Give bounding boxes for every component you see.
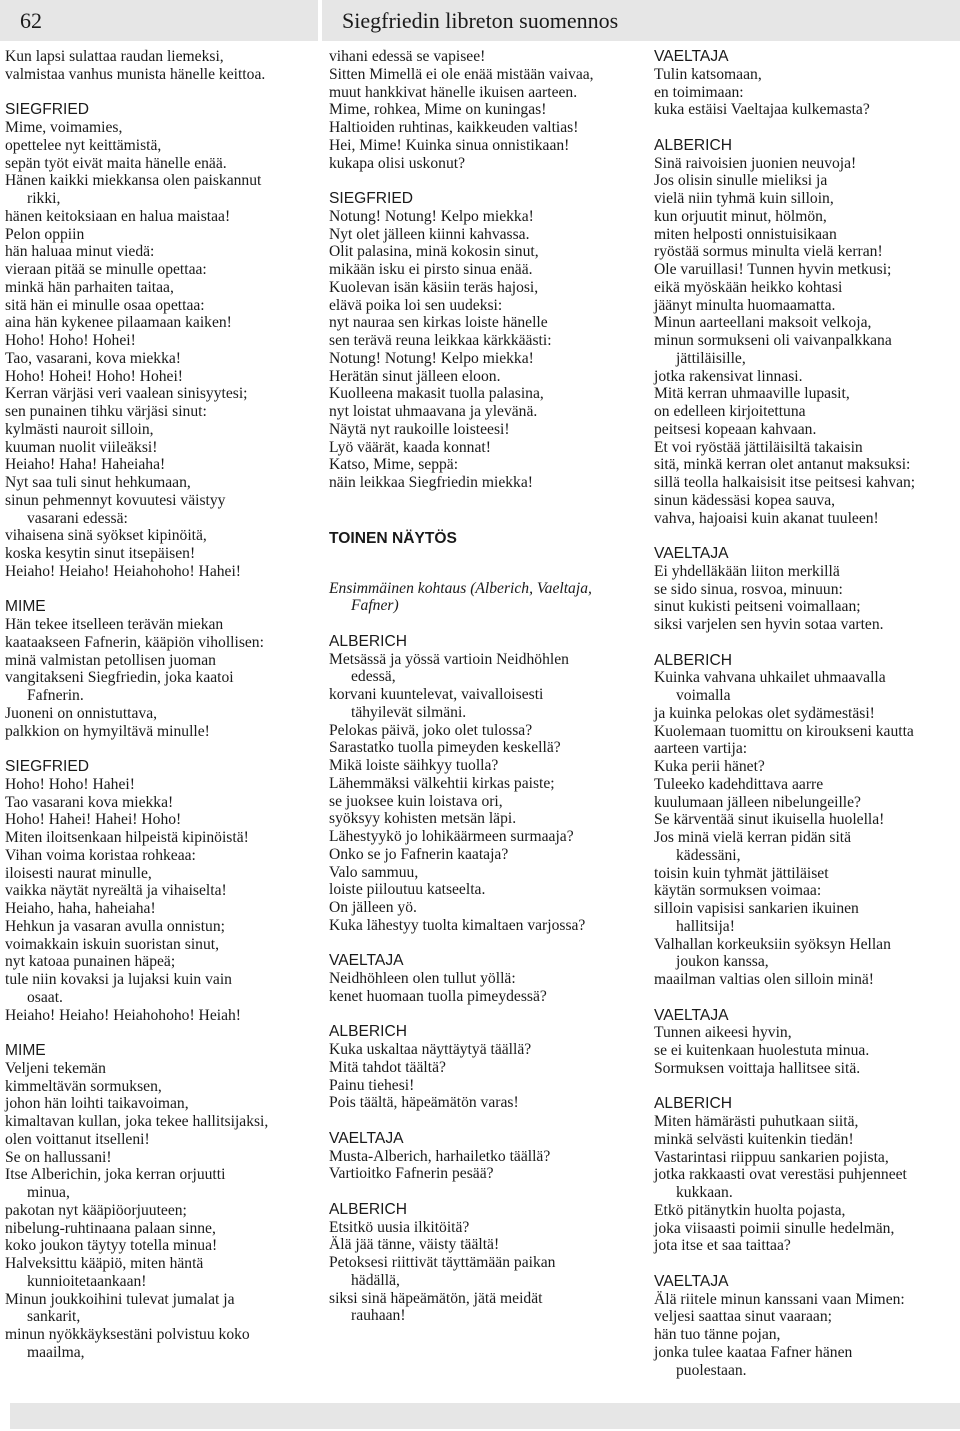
verse-line: siksi sinä häpeämätön, jätä meidät	[329, 1289, 543, 1307]
verse-line: aina hän kykenee pilaamaan kaiken!	[5, 314, 232, 332]
verse-line: aarteen vartija:	[654, 740, 748, 758]
verse-line: minkä selvästi kuitenkin tiedän!	[654, 1130, 854, 1148]
speaker-name: VAELTAJA	[654, 1006, 729, 1024]
verse-line: minun sormukseni oli vaivanpalkkana	[654, 332, 892, 349]
verse-line: vaikka näytät nyreältä ja vihaiselta!	[5, 882, 227, 900]
verse-line: Mime, rohkea, Mime on kuningas!	[329, 101, 547, 119]
text-column-right	[654, 48, 958, 1379]
verse-line: Ole varuillasi! Tunnen hyvin metkusi;	[654, 261, 892, 278]
verse-line: Näytä nyt raukoille loisteesi!	[329, 420, 510, 438]
verse-line: jättiläisille,	[676, 349, 746, 367]
verse-line: hädällä,	[351, 1271, 400, 1289]
verse-line: tähyilevät silmäni.	[351, 703, 467, 721]
verse-line: hallitsija!	[676, 917, 735, 935]
verse-line: Se on hallussani!	[5, 1148, 112, 1166]
verse-line: Hoho! Hohei! Hoho! Hohei!	[5, 367, 183, 385]
verse-line: vihaisena sinä syökset kipinöitä,	[5, 527, 207, 545]
verse-line: nyt nauraa sen kirkas loiste hänelle	[329, 314, 548, 332]
verse-line: rikki,	[27, 190, 61, 207]
verse-line: Haltioiden ruhtinas, kaikkeuden valtias!	[329, 119, 579, 136]
verse-line: Mitä kerran uhmaaville lupasit,	[654, 385, 850, 403]
verse-line: Hehkun ja vasaran avulla onnistun;	[5, 917, 225, 935]
page-number: 62	[20, 8, 42, 33]
verse-line: On jälleen yö.	[329, 899, 417, 916]
verse-line: Mikä loiste säihkyy tuolla?	[329, 757, 499, 774]
verse-line: vihani edessä se vapisee!	[329, 48, 486, 65]
verse-line: joukon kanssa,	[676, 953, 769, 971]
verse-line: Älä jää tänne, väisty täältä!	[329, 1236, 500, 1254]
verse-line: Itse Alberichin, joka kerran orjuutti	[5, 1166, 226, 1184]
verse-line: Vastarintasi riippuu sankarien pojista,	[654, 1148, 889, 1166]
verse-line: Sarastatko tuolla pimeyden keskellä?	[329, 739, 561, 757]
verse-line: Etkö pitänytkin huolta pojasta,	[654, 1201, 846, 1219]
verse-line: Painu tiehesi!	[329, 1076, 415, 1094]
verse-line: Hoho! Hoho! Hohei!	[5, 332, 136, 349]
verse-line: sillä teolla halkaisisit itse peitsesi kahvan;	[654, 474, 916, 491]
verse-line: Sinä raivoisien juonien neuvoja!	[654, 154, 857, 172]
verse-line: jota itse et saa taittaa?	[654, 1237, 791, 1255]
verse-line: Kun lapsi sulattaa raudan liemeksi,	[5, 48, 224, 65]
verse-line: kylmästi nauroit silloin,	[5, 420, 154, 438]
verse-line: Tulin katsomaan,	[654, 65, 762, 83]
verse-line: Hoho! Hahei! Hahei! Hoho!	[5, 811, 182, 829]
verse-line: Kuka perii hänet?	[654, 758, 765, 775]
verse-line: näin leikkaa Siegfriedin miekka!	[329, 474, 533, 491]
verse-line: Hei, Mime! Kuinka sinua onnistikaan!	[329, 136, 570, 154]
verse-line: kädessäni,	[676, 846, 741, 864]
verse-line: edessä,	[351, 668, 396, 686]
verse-line: Nyt olet jälleen kiinni kahvassa.	[329, 225, 530, 243]
verse-line: mikään isku ei pirsto sinua enää.	[329, 261, 533, 278]
verse-line: sinut kukisti peitseni voimallaan;	[654, 598, 861, 616]
verse-line: sepän työt eivät maita hänelle enää.	[5, 154, 227, 172]
speaker-name: VAELTAJA	[329, 1129, 404, 1147]
verse-line: kunnioitetaankaan!	[27, 1272, 147, 1290]
verse-line: maailma,	[27, 1343, 85, 1361]
verse-line: Se kärventää sinut ikuisella huolella!	[654, 811, 885, 829]
verse-line: koska kesytin sinut itsepäisen!	[5, 545, 196, 562]
verse-line: jotka rakkaasti ovat verestäsi puhjenneet	[654, 1166, 907, 1184]
verse-line: Et voi ryöstää jättiläisiltä takaisin	[654, 438, 863, 456]
verse-line: palkkion on hymyiltävä minulle!	[5, 722, 210, 740]
verse-line: Jos olisin sinulle mieliksi ja	[654, 172, 828, 190]
running-title-box	[322, 0, 960, 41]
verse-line: siksi varjelen sen hyvin sotaa varten.	[654, 616, 884, 633]
verse-line: Metsässä ja yössä vartioin Neidhöhlen	[329, 650, 569, 668]
verse-line: sitä hän ei minulle osaa opettaa:	[5, 296, 205, 314]
verse-line: kun orjuutit minut, hölmön,	[654, 207, 827, 225]
speaker-name: MIME	[5, 1042, 46, 1059]
verse-line: Notung! Notung! Kelpo miekka!	[329, 207, 534, 225]
verse-line: Juoneni on onnistuttava,	[5, 704, 158, 722]
verse-line: olen voittanut itselleni!	[5, 1130, 150, 1148]
verse-line: Kuolemaan tuomittu on kiroukseni kautta	[654, 722, 914, 740]
verse-line: Lähemmäksi välkehtii kirkas paiste;	[329, 774, 555, 792]
verse-line: se ei kuitenkaan huolestuta minua.	[654, 1042, 870, 1059]
verse-line: Kuka uskaltaa näyttäytyä täällä?	[329, 1041, 532, 1058]
verse-line: Pelokas päivä, joko olet tulossa?	[329, 721, 533, 739]
verse-line: silloin vapisisi sankarien ikuinen	[654, 900, 859, 917]
verse-line: Kerran värjäsi veri vaalean sinisyytesi;	[5, 385, 248, 403]
verse-line: Valo sammuu,	[329, 863, 419, 881]
speaker-name: VAELTAJA	[654, 1272, 729, 1290]
verse-line: Notung! Notung! Kelpo miekka!	[329, 349, 534, 367]
verse-line: kuka estäisi Vaeltajaa kulkemasta?	[654, 101, 870, 119]
speaker-name: VAELTAJA	[654, 545, 729, 562]
verse-line: sen terävä reuna leikkaa kärkkäästi:	[329, 332, 552, 349]
act-heading: TOINEN NÄYTÖS	[329, 529, 457, 547]
verse-line: Heiaho! Heiaho! Heiahohoho! Hahei!	[5, 562, 241, 580]
verse-line: hän tuo tänne pojan,	[654, 1326, 781, 1343]
verse-line: Heiaho! Heiaho! Heiahohoho! Heiah!	[5, 1006, 241, 1024]
verse-line: Kuinka vahvana uhkailet uhmaavalla	[654, 669, 886, 687]
verse-line: kukapa olisi uskonut?	[329, 154, 465, 172]
verse-line: Minun joukkoihini tulevat jumalat ja	[5, 1290, 235, 1308]
scene-heading: Fafner)	[351, 597, 399, 615]
verse-line: Tao, vasarani, kova miekka!	[5, 349, 182, 367]
verse-line: se sido sinua, rosvoa, minuun:	[654, 580, 843, 598]
verse-line: miten helposti onnistuisikaan	[654, 225, 837, 243]
speaker-name: ALBERICH	[654, 1095, 732, 1113]
verse-line: käytän sormuksen voimaa:	[654, 882, 822, 900]
verse-line: toisin kuin tyhmät jättiläiset	[654, 864, 829, 882]
verse-line: Vihan voima koristaa rohkeaa:	[5, 846, 196, 864]
verse-line: kimmeltävän sormuksen,	[5, 1077, 162, 1095]
verse-line: koko joukon täytyy totella minua!	[5, 1237, 218, 1255]
verse-line: Hän tekee itselleen terävän miekan	[5, 616, 224, 633]
verse-line: Lyö väärät, kaada konnat!	[329, 438, 491, 456]
verse-line: Hänen kaikki miekkansa olen paiskannut	[5, 172, 262, 190]
verse-line: Etsitkö uusia ilkitöitä?	[329, 1218, 470, 1236]
verse-line: nyt katoaa punainen häpeä;	[5, 953, 176, 971]
verse-line: kaataakseen Fafnerin, kääpiön vihollisen:	[5, 633, 264, 651]
scene-heading: Ensimmäinen kohtaus (Alberich, Vaeltaja,	[329, 579, 592, 597]
verse-line: Kuolleena makasit tuolla palasina,	[329, 385, 544, 403]
verse-line: sen punainen tihku värjäsi sinut:	[5, 403, 207, 420]
verse-line: korvani kuuntelevat, vaivalloisesti	[329, 686, 544, 703]
verse-line: Sormuksen voittaja hallitsee sitä.	[654, 1059, 861, 1077]
verse-line: Fafnerin.	[27, 687, 84, 704]
verse-line: hän haluaa minut viedä:	[5, 243, 155, 261]
verse-line: vielä niin tyhmä kuin silloin,	[654, 190, 834, 207]
verse-line: Jos minä vielä kerran pidän sitä	[654, 829, 852, 846]
text-column-middle	[329, 48, 649, 1325]
verse-line: kuuman nuolit viileäksi!	[5, 438, 158, 456]
speaker-name: VAELTAJA	[329, 952, 404, 970]
verse-line: sankarit,	[27, 1308, 81, 1326]
verse-line: veljesi saattaa sinut vaaraan;	[654, 1308, 832, 1326]
verse-line: iloisesti naurat minulle,	[5, 864, 152, 882]
verse-line: Musta-Alberich, harhailetko täällä?	[329, 1147, 551, 1165]
verse-line: Miten hämärästi puhutkaan siitä,	[654, 1113, 859, 1130]
page-header	[0, 0, 960, 41]
verse-line: kukkaan.	[676, 1184, 733, 1201]
speaker-name: SIEGFRIED	[329, 190, 414, 207]
verse-line: Sitten Mimellä ei ole enää mistään vaivaa,	[329, 65, 594, 83]
verse-line: Veljeni tekemän	[5, 1059, 106, 1077]
verse-line: nibelung-ruhtinaana palaan sinne,	[5, 1219, 216, 1237]
verse-line: elävä poika loi sen uudeksi:	[329, 296, 503, 314]
verse-line: voimakkain iskuin suoristan sinut,	[5, 935, 219, 953]
verse-line: Mime, voimamies,	[5, 119, 123, 136]
verse-line: tule niin kovaksi ja lujaksi kuin vain	[5, 971, 232, 988]
verse-line: Minun aarteellani maksoit velkoja,	[654, 314, 872, 332]
verse-line: Nyt saa tuli sinut hehkumaan,	[5, 474, 191, 491]
verse-line: Herätän sinut jälleen eloon.	[329, 367, 501, 385]
page-number-box	[0, 0, 318, 41]
verse-line: Tuleeko kadehdittava aarre	[654, 775, 824, 793]
verse-line: voimalla	[676, 687, 731, 704]
speaker-name: ALBERICH	[654, 651, 732, 669]
verse-line: pakotan nyt kääpiöorjuuteen;	[5, 1201, 187, 1219]
verse-line: eikä myöskään heikko kohtasi	[654, 278, 843, 296]
verse-line: kimaltavan kullan, joka tekee hallitsijaksi,	[5, 1113, 269, 1130]
verse-line: minä valmistan petollisen juoman	[5, 651, 216, 669]
verse-line: vasarani edessä:	[27, 509, 128, 527]
speaker-name: MIME	[5, 598, 46, 616]
verse-line: Valhallan korkeuksiin syöksyn Hellan	[654, 935, 891, 953]
verse-line: Neidhöhleen olen tullut yöllä:	[329, 970, 516, 987]
verse-line: syöksyy kohisten metsän läpi.	[329, 810, 517, 828]
verse-line: Tao vasarani kova miekka!	[5, 793, 174, 811]
verse-line: ryöstää sormus minulta vielä kerran!	[654, 243, 883, 261]
verse-line: Olit palasina, minä kokosin sinut,	[329, 243, 539, 261]
verse-line: Pelon oppiin	[5, 225, 85, 243]
verse-line: muut hankkivat hänelle ikuisen aarteen.	[329, 83, 578, 101]
verse-line: Ei yhdelläkään liiton merkillä	[654, 562, 840, 580]
verse-line: osaat.	[27, 988, 63, 1006]
verse-line: johon hän loihti taikavoiman,	[5, 1095, 189, 1113]
verse-line: on edelleen kirjoitettuna	[654, 403, 806, 420]
verse-line: opettelee nyt keittämistä,	[5, 136, 162, 154]
verse-line: Katso, Mime, seppä:	[329, 456, 459, 474]
verse-line: loiste piiloutuu katseelta.	[329, 881, 486, 899]
verse-line: vangitakseni Siegfriedin, joka kaatoi	[5, 669, 234, 687]
verse-line: Petoksesi riittivät täyttämään paikan	[329, 1254, 556, 1271]
verse-line: peitsesi kopeaan kahvaan.	[654, 420, 817, 438]
verse-line: Mitä tahdot täältä?	[329, 1058, 446, 1076]
speaker-name: ALBERICH	[329, 1200, 407, 1218]
page-footer-bar	[10, 1403, 960, 1429]
verse-line: sitä, minkä kerran olet antanut maksuksi:	[654, 456, 911, 474]
verse-line: Onko se jo Fafnerin kaataja?	[329, 845, 509, 863]
verse-line: minun nyökkäyksestäni polvistuu koko	[5, 1326, 250, 1343]
verse-line: puolestaan.	[676, 1361, 747, 1379]
verse-line: Pois täältä, häpeämätön varas!	[329, 1094, 519, 1112]
verse-line: Kuolevan isän käsiin teräs hajosi,	[329, 278, 539, 296]
verse-line: vahva, hajoaisi kuin akanat tuuleen!	[654, 509, 879, 527]
verse-line: vieraan pitää se minulle opettaa:	[5, 261, 207, 278]
verse-line: Hoho! Hoho! Hahei!	[5, 775, 135, 793]
verse-line: jotka rakensivat linnasi.	[654, 367, 803, 385]
verse-line: jonka tulee kaataa Fafner hänen	[654, 1343, 853, 1361]
verse-line: Miten iloitsenkaan hilpeistä kipinöistä!	[5, 829, 249, 846]
running-title: Siegfriedin libreton suomennos	[342, 8, 619, 33]
speaker-name: SIEGFRIED	[5, 101, 90, 119]
verse-line: Heiaho! Haha! Haheiaha!	[5, 456, 166, 474]
verse-line: Lähestyykö jo lohikäärmeen surmaaja?	[329, 828, 574, 845]
text-column-left	[5, 48, 325, 1362]
verse-line: minkä hän parhaiten taitaa,	[5, 278, 174, 296]
verse-line: nyt loistat uhmaavana ja ylevänä.	[329, 403, 538, 420]
verse-line: Vartioitko Fafnerin pesää?	[329, 1165, 494, 1183]
speaker-name: ALBERICH	[654, 136, 732, 154]
speaker-name: ALBERICH	[329, 1023, 407, 1041]
verse-line: kenet huomaan tuolla pimeydessä?	[329, 987, 547, 1005]
verse-line: jäänyt minulta huomaamatta.	[654, 296, 836, 314]
speaker-name: VAELTAJA	[654, 48, 729, 65]
verse-line: rauhaan!	[351, 1307, 406, 1325]
speaker-name: SIEGFRIED	[5, 758, 90, 775]
verse-line: ja kuinka pelokas olet sydämestäsi!	[654, 704, 875, 722]
verse-line: Heiaho, haha, haheiaha!	[5, 900, 156, 917]
verse-line: sinun pehmennyt kovuutesi väistyy	[5, 491, 226, 509]
verse-line: joka viisaasti poimii sinulle hedelmän,	[654, 1219, 895, 1237]
verse-line: en toimimaan:	[654, 83, 744, 101]
verse-line: Tunnen aikeesi hyvin,	[654, 1024, 792, 1042]
verse-line: hänen keitoksiaan en halua maistaa!	[5, 207, 231, 225]
verse-line: valmistaa vanhus munista hänelle keittoa.	[5, 65, 266, 83]
verse-line: minua,	[27, 1184, 70, 1201]
speaker-name: ALBERICH	[329, 632, 407, 650]
verse-line: maailman valtias olen silloin minä!	[654, 971, 874, 988]
verse-line: Halveksittu kääpiö, miten häntä	[5, 1255, 204, 1272]
verse-line: Älä riitele minun kanssani vaan Mimen:	[654, 1290, 905, 1308]
verse-line: sinun kädessäsi kopea sauva,	[654, 491, 836, 509]
verse-line: se juoksee kuin loistava ori,	[329, 792, 503, 810]
verse-line: Kuka lähestyy tuolta kimaltaen varjossa?	[329, 916, 586, 934]
verse-line: kuulumaan jälleen nibelungeille?	[654, 793, 861, 811]
